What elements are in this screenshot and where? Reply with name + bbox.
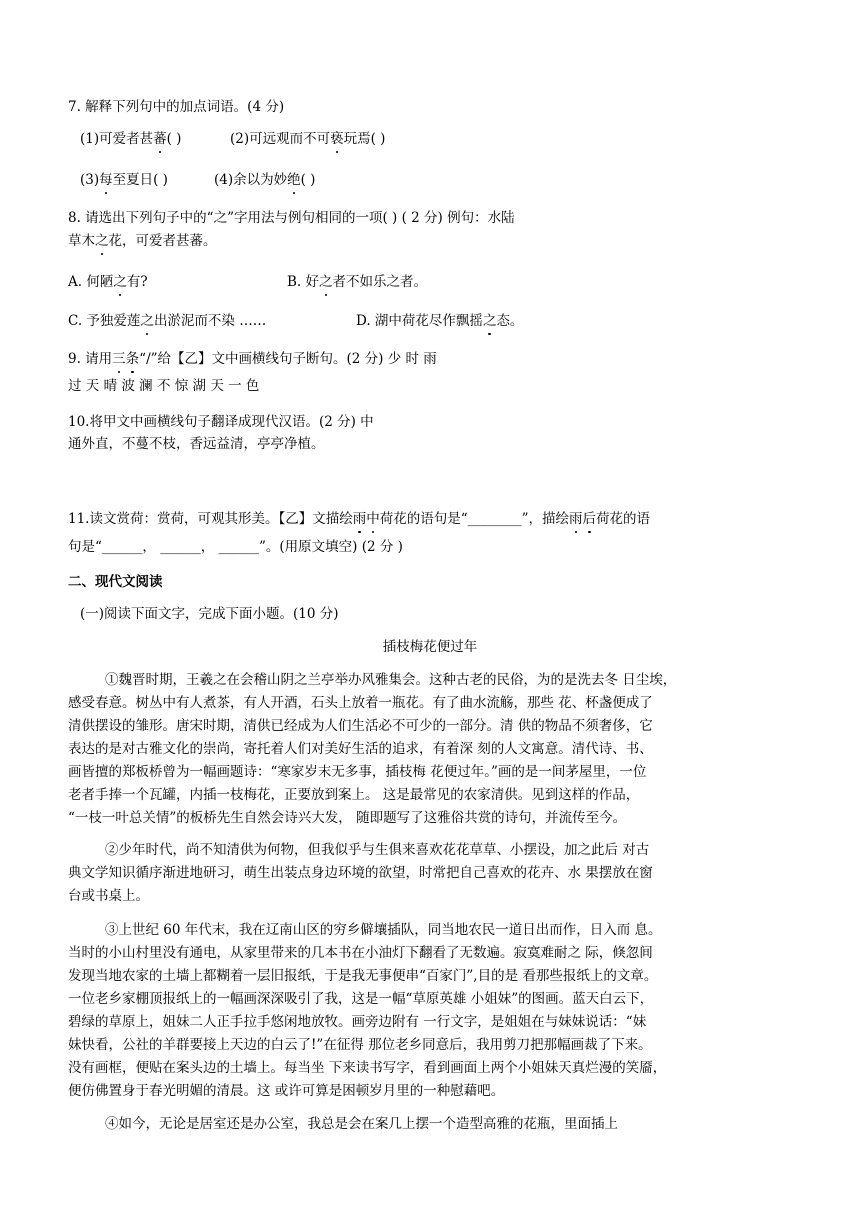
paragraph-1-line: 表达的是对古雅文化的崇尚，寄托着人们对美好生活的追求，有着深 刻的人文寓意。清代诗、书、 <box>68 741 653 757</box>
q8-example: 草木之花，可爱者甚蕃。 <box>68 233 217 249</box>
q9-sentence: 过 天 晴 波 澜 不 惊 湖 天 一 色 <box>68 378 260 394</box>
emphasis-dot-char: 雨 <box>352 511 367 527</box>
emphasis-dot-char: 雨 <box>569 511 583 527</box>
q8-option-c: C. 予独爱莲之出淤泥而不染 …… <box>68 313 267 329</box>
paragraph-1-line: 感受春意。树丛中有人煮茶，有人开酒，石头上放着一瓶花。有了曲水流觞，那些 花、杯盏便成了 <box>68 695 653 711</box>
paragraph-1-line: 清供摆设的雏形。唐宋时期，清供已经成为人们生活必不可少的一部分。清 供的物品不须奢侈，它 <box>68 718 653 734</box>
emphasis-dot-char: 之 <box>95 233 109 249</box>
paragraph-3-line: 当时的小山村里没有通电，从家里带来的几本书在小油灯下翻看了无数遍。寂寞难耐之 际，倏忽间 <box>68 945 653 961</box>
emphasis-dot-char: 三 <box>112 351 126 367</box>
section-instruction: (一)阅读下面文字，完成下面小题。(10 分) <box>80 606 339 622</box>
paragraph-1-line: “一枝一叶总关情”的板桥先生自然会诗兴大发， 随即题写了这雅俗共赏的诗句，并流传至今。 <box>68 810 627 826</box>
emphasis-dot-char: 蕃 <box>153 131 167 147</box>
emphasis-dot-char: 之 <box>482 313 497 329</box>
paragraph-1-line: 老者手捧一个瓦罐，内插一枝梅花，正要放到案上。 这是最常见的农家清供。见到这样的作品， <box>68 787 640 803</box>
q11-title: 11.读文赏荷：赏荷，可观其形美。【乙】文描绘雨中荷花的语句是“________”，描绘雨后荷花的语 <box>68 511 651 527</box>
emphasis-dot-char: 中 <box>366 511 380 527</box>
q10-title: 10.将甲文中画横线句子翻译成现代汉语。(2 分) 中 <box>68 414 374 430</box>
article-title: 插枝梅花便过年 <box>382 639 478 655</box>
q9-title: 9. 请用三条“/”给【乙】文中画横线句子断句。(2 分) 少 时 雨 <box>68 351 437 367</box>
paragraph-4-line: ④如今，无论是居室还是办公室，我总是会在案几上摆一个造型高雅的花瓶，里面插上 <box>105 1116 618 1132</box>
paragraph-3-line: 妹快看，公社的羊群要接上天边的白云了!”在征得 那位老乡同意后，我用剪刀把那幅画裁了下来。 <box>68 1037 652 1053</box>
paragraph-3-line: 一位老乡家棚顶报纸上的一幅画深深吸引了我，这是一幅“草原英雄 小姐妹”的图画。蓝天白云下， <box>68 991 654 1007</box>
paragraph-2-line: 台或书桌上。 <box>68 888 149 904</box>
paragraph-1-line: 画皆擅的郑板桥曾为一幅画题诗：“寒家岁末无多事，插枝梅 花便过年。”画的是一间茅屋里，一位 <box>68 764 647 780</box>
emphasis-dot-char: 之 <box>319 274 333 290</box>
q8-title: 8. 请选出下列句子中的“之”字用法与例句相同的一项( ) ( 2 分) 例句：水陆 <box>68 210 515 226</box>
q8-option-a: A. 何陋之有? <box>68 274 148 290</box>
section-heading: 二、现代文阅读 <box>68 574 163 590</box>
emphasis-dot-char: 每 <box>99 172 113 188</box>
q7-row1-item2: (2)可远观而不可亵玩焉( ) <box>230 131 386 147</box>
paragraph-3-line: 碧绿的草原上，姐妹二人正手拉手悠闲地放牧。画旁边附有 一行文字，是姐姐在与妹妹说话：“妹 <box>68 1014 647 1030</box>
paragraph-2-line: 典文学知识循序渐进地研习，萌生出装点身边环境的欲望，时常把自己喜欢的花卉、水 果摆放在窗 <box>68 865 653 881</box>
q7-row2-item4: (4)余以为妙绝( ) <box>214 172 316 188</box>
paragraph-2-line: ②少年时代，尚不知清供为何物，但我似乎与生俱来喜欢花花草草、小摆设，加之此后 对古 <box>105 842 650 858</box>
paragraph-3-line: 便仿佛置身于春光明媚的清晨。这 或许可算是困顿岁月里的一种慰藉吧。 <box>68 1083 505 1099</box>
emphasis-dot-char: 后 <box>582 511 597 527</box>
q10-sentence: 通外直，不蔓不枝，香远益清，亭亭净植。 <box>68 436 325 452</box>
paragraph-3-line: ③上世纪 60 年代末，我在辽南山区的穷乡僻壤插队，同当地农民一道日出而作，日入而 息。 <box>105 922 662 938</box>
q7-row2-item3: (3)每至夏日( ) <box>80 172 168 188</box>
paragraph-3-line: 没有画框，便贴在案头边的土墙上。每当坐 下来读书写字，看到画面上两个小姐妹天真烂漫的笑靥， <box>68 1060 667 1076</box>
emphasis-dot-char: 绝 <box>287 172 301 188</box>
q8-option-d: D. 湖中荷花尽作飘摇之态。 <box>356 313 524 329</box>
q7-title: 7. 解释下列句中的加点词语。(4 分) <box>68 99 285 115</box>
emphasis-dot-char: 条 <box>125 351 140 367</box>
paragraph-3-line: 发现当地农家的土墙上都糊着一层旧报纸，于是我无事便串“百家门”,目的是 看那些报纸上的文章。 <box>68 968 658 984</box>
q7-row1-item1: (1)可爱者甚蕃( ) <box>80 131 182 147</box>
q11-blanks: 句是“______， ______， ______”。(用原文填空) (2 分 ) <box>68 539 403 555</box>
emphasis-dot-char: 之 <box>140 313 154 329</box>
emphasis-dot-char: 之 <box>113 274 127 290</box>
emphasis-dot-char: 亵 <box>330 131 344 147</box>
q8-option-b: B. 好之者不如乐之者。 <box>287 274 428 290</box>
paragraph-1-line: ①魏晋时期，王羲之在会稽山阴之兰亭举办风雅集会。这种古老的民俗，为的是洗去冬 日尘埃， <box>105 672 677 688</box>
